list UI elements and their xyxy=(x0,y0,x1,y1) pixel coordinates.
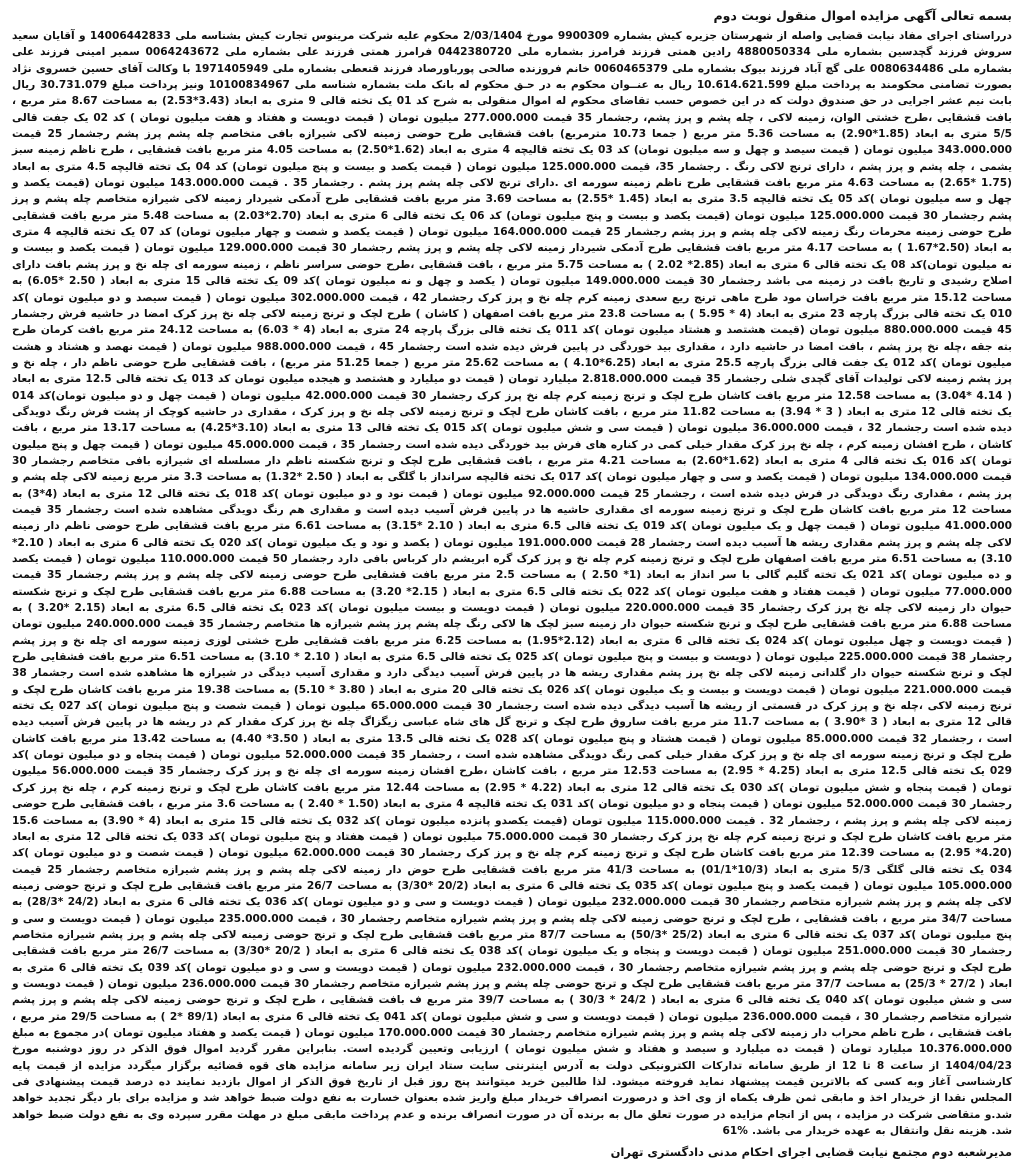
closing-percent: 61% xyxy=(722,1125,748,1138)
notice-paragraph: درراستای اجرای مفاد نیابت قضایی واصله از شهرستان جزیره کیش بشماره 9900309 مورخ 2/03/1404 محکوم علیه شرکت مرینوس تجارت کیش بشناسه ملی 14006442833 و آقایان سعید سروش فرزند گچدسین بشماره ملی 4880050334 رادین همتی فرزند فرامرز بشماره ملی 0442380720 فرامرز همتی فرزند علی بشماره ملی 0064243672 سمیر امینی فرزند علی بشماره ملی 0080634486 علی گچ آباد فرزند بیوک بشماره ملی 0060465379 خانم فروزنده صالحی پورباورصاد فرزند قنعطی بشماره ملی 1971405949 با وکالت آقای حسین خسروی نژاد بصورت تضامنی محکومند به پرداخت مبلغ 10.614.621.599 ریال به عنــوان محکوم به در حـق محکوم له بانک ملت بشماره شناسه ملی 10100834967 ونیز پرداخت مبلغ 30.731.079 ریال بابت نیم عشر اجرایی در حق صندوق دولت که در این خصوص حسب تقاضای محکوم له اموال منقولی به شرح کد 01 یک تخته قالی 9 متری به ابعاد (3.43*2.53) به مساحت 8.67 متر مربع ، بافت قشقایی ،طرح خشتی الوان، زمینه لاکی ، چله پشم و پرز پشم، رجشمار 35 قیمت 277.000.000 میلیون تومان ( قیمت دویست و هفتاد و هفت میلیون تومان ) کد 02 یک جفت قالی 5/5 متری به ابعاد (1.85*2.90) به مساحت 5.36 متر مربع ( جمعا 10.73 مترمربع) بافت قشقایی طرح حوضی زمینه لاکی شیرازه بافی متخاصم چله پشم پرز پشم رجشمار 25 قیمت 343.000.000 میلیون تومان ( قیمت سیصد و چهل و سه میلیون تومان) کد 03 یک تخته قالیچه 4 متری به ابعاد (1.62*2.50) به مساحت 4.05 متر مربع بافت قشقایی ، طرح ناظم زمینه سبز یشمی ، چله پشم و پرز پشم ، دارای ترنج لاکی رنگ . رجشمار 35، قیمت 125.000.000 میلیون تومان ( قیمت یکصد و بیست و پنج میلیون تومان) کد 04 یک تخته قالیچه 4.5 متری به ابعاد (1.75 *2.65) به مساحت 4.63 متر مربع بافت قشقایی طرح ناظم زمینه سورمه ای .دارای ترنج لاکی چله پشم پرز پشم . رجشمار 35 . قیمت 143.000.000 میلیون تومان (قیمت یکصد و چهل و سه میلیون تومان )کد 05 یک تخته قالیچه 3.5 متری به ابعاد (1.45 *2.55) به مساحت 3.69 متر مربع بافت قشقایی طرح آدمکی شیردار زمینه لاکی شیرازه متخاصم چله پشم و پرز پشم رجشمار 30 قیمت 125.000.000 میلیون تومان (قیمت یکصد و بیست و پنج میلیون تومان) کد 06 یک تخته قالی 6 متری به ابعاد (2.70*2.03) به مساحت 5.48 متر مربع بافت قشقایی طرح حوضی زمینه محرمات رنگ زمینه لاکی چله پشم و پرز پشم رجشمار 25 قیمت 164.000.000 میلیون تومان ( قیمت یکصد و شصت و چهار میلیون تومان) کد 07 یک تخته قالیچه 4 متری به ابعاد (2.50*1.67 ) به مساحت 4.17 متر مربع بافت قشقایی طرح آدمکی شیردار زمینه لاکی چله پشم و پرز پشم رجشمار 30 قیمت 129.000.000 میلیون تومان ( قیمت یکصد و بیست و نه میلیون تومان)کد 08 یک تخته قالی 6 متری به ابعاد (2.85* 2.02 ) به مساحت 5.75 متر مربع ، بافت قشقایی ،طرح حوضی سراسر ناظم ، زمینه سورمه ای چله نخ و پرز پشم بافت دارای اصلاح رشیدی و تاریخ بافت در زمینه می باشد رجشمار 30 قیمت 149.000.000 میلیون تومان ( یکصد و چهل و نه میلیون تومان )کد 09 یک تخته قالی 15 متری به ابعاد ( 2.50 *6.05) به مساحت 15.12 متر مربع بافت خراسان مود طرح ماهی ترنج ریع سعدی زمینه کرم چله نخ و پرز کرک رجشمار 42 ، قیمت 302.000.000 میلیون تومان ( قیمت سیصد و دو میلیون تومان )کد 010 یک تخته قالی بزرگ پارچه 23 متری به ابعاد (4 * 5.95 ) به مساحت 23.8 متر مربع بافت اصفهان ( کاشان ) طرح لچک و ترنج زمینه لاکی چله نخ پرز کرک امضا در حاشیه فرش رجشمار 45 قیمت 880.000.000 میلیون تومان (قیمت هشتصد و هشتاد میلیون تومان )کد 011 یک تخته قالی بزرگ پارچه 24 متری به ابعاد (4 * 6.03) به مساحت 24.12 متر مربع بافت کرمان طرح بته جقه ،چله نخ پرز پشم ، بافت امضا در حاشیه دارد ، مقداری بید خوردگی در پایین فرش دیده شده است رجشمار 45 ، قیمت 988.000.000 میلیون تومان ( قیمت نهصد و هشتاد و هشت میلیون تومان )کد 012 یک جفت قالی بزرگ پارچه 25.5 متری به ابعاد (6.25*4.10 ) به مساحت 25.62 متر مربع ( جمعا 51.25 متر مربع) ، بافت قشقایی طرح حوضی ناظم دار ، چله نخ و پرز پشم زمینه لاکی تولیدات آقای گچدی شلی رجشمار 35 قیمت 2.818.000.000 میلیارد تومان ( قیمت دو میلیارد و هشتصد و هیجده میلیون تومان کد 013 یک تخته قالی 12.5 متری به ابعاد ( 4.14 *3.04) به مساحت 12.58 متر مربع بافت کاشان طرح لچک و ترنج زمینه کرم چله نخ پرز کرک رجشمار 30 قیمت 42.000.000 میلیون تومان ( قیمت چهل و دو میلیون تومان)کد 014 یک تخته قالی 12 متری به ابعاد ( 3 * 3.94) به مساحت 11.82 متر مربع ، بافت کاشان طرح لچک و ترنج زمینه لاکی چله نخ و پرز کرک ، مقداری در حاشیه کوچک از پشت فرش رنگ دویدگی دیده شده است رجشمار 32 ، قیمت 36.000.000 میلیون تومان ( قیمت سی و شش میلیون تومان )کد 015 یک تخته قالی 13 متری به ابعاد (3.10*4.25) به مساحت 13.17 متر مربع ، بافت کاشان ، طرح افشان زمینه کرم ، چله نخ پرز کرک مقدار خیلی کمی در کناره های فرش بید خوردگی دیده شده است رجشمار 35 ، قیمت 45.000.000 میلیون تومان ( قیمت چهل و پنج میلیون تومان )کد 016 یک تخته قالی 4 متری به ابعاد (1.62*2.60) به مساحت 4.21 متر مربع ، بافت قشقایی طرح لچک و ترنج شکسته ناظم دار مسلسله ای شیرازه بافی متخاصم رجشمار 30 قیمت 134.000.000 میلیون تومان ( قیمت یکصد و سی و چهار میلیون تومان )کد 017 یک تخته قالیچه سرانداز با گلگی به ابعاد ( 2.50 *1.32) به مساحت 3.3 متر مربع زمینه لاکی چله پشم و پرز پشم ، مقداری رنگ دویدگی در فرش دیده شده است ، رجشمار 25 قیمت 92.000.000 میلیون تومان ( قیمت نود و دو میلیون تومان )کد 018 یک تخته قالی 12 متری به ابعاد (4*3) به مساحت 12 متر مربع بافت کاشان طرح لچک و ترنج زمینه سورمه ای مقداری حاشیه ها در پایین فرش آسیب دیده است و مقداری هم رنگ دویدگی مشاهده شده است رجشمار 35 قیمت 41.000.000 میلیون تومان ( قیمت چهل و یک میلیون تومان )کد 019 یک تخته قالی 6.5 متری به ابعاد ( 2.10 *3.15) به مساحت 6.61 متر مربع بافت قشقایی طرح حوضی ناظم دار زمینه لاکی چله پشم و پرز پشم مقداری ریشه ها آسیب دیده است رجشمار 28 قیمت 191.000.000 میلیون تومان ( یکصد و نود و یک میلیون تومان )کد 020 یک تخته قالی 6 متری به ابعاد ( 2.10* 3.10) به مساحت 6.51 متر مربع بافت اصفهان طرح لچک و ترنج زمینه کرم چله نخ و پرز کرک گره ابریشم دار کرباس بافی دارد رجشمار 50 قیمت 110.000.000 میلیون تومان ( قیمت یکصد و ده میلیون تومان )کد 021 یک تخته گلیم گالی با سر انداز به ابعاد (1* 2.50 ) به مساحت 2.5 متر مربع بافت قشقایی طرح حوضی زمینه لاکی چله پشم و پرز پشم رجشمار 35 قیمت 77.000.000 میلیون تومان ( قیمت هفتاد و هفت میلیون تومان )کد 022 یک تخته قالی 6.5 متری به ابعاد ( 2.15* 3.20) به مساحت 6.88 متر مربع بافت قشقایی طرح لچک و ترنج شکسته حیوان دار زمینه لاکی چله نخ پرز کرک رجشمار 35 قیمت 220.000.000 میلیون تومان ( قیمت دویست و بیست میلیون تومان )کد 023 یک تخته قالی 6.5 متری به ابعاد (2.15 *3.20 ) به مساحت 6.88 متر مربع بافت قشقایی طرح لچک و ترنج شکسته حیوان دار زمینه سبز لچک ها لاکی رنگ چله پشم پرز پشم شیرازه ها متخاصم رجشمار 35 قیمت 240.000.000 میلیون تومان ( قیمت دویست و چهل میلیون تومان )کد 024 یک تخته قالی 6 متری به ابعاد (2.12*1.95) به مساحت 6.25 متر مربع بافت قشقایی طرح خشتی لوزی زمینه سورمه ای چله نخ و پرز پشم رجشمار 38 قیمت 225.000.000 میلیون تومان ( دویست و بیست و پنج میلیون تومان )کد 025 یک تخته قالی 6.5 متری به ابعاد ( 2.10 * 3.10) به مساحت 6.51 متر مربع بافت قشقایی طرح لچک و ترنج شکسته حیوان دار گلدانی زمینه لاکی چله نخ پرز پشم مقداری ریشه ها در پایین فرش آسیب دیدگی دارد و مقداری آسیب دیدگی در شیرازه ها مشاهده شده است رجشمار 38 قیمت 221.000.000 میلیون تومان ( قیمت دویست و بیست و یک میلیون تومان )کد 026 یک تخته قالی 20 متری به ابعاد ( 3.80 * 5.10) به مساحت 19.38 متر مربع بافت کاشان طرح لچک و ترنج زمینه لاکی ،چله نخ و پرز کرک در قسمتی از ریشه ها آسیب دیدگی دیده شده است رجشمار 30 قیمت 65.000.000 میلیون تومان ( قیمت شصت و پنج میلیون تومان )کد 027 یک تخته قالی 12 متری به ابعاد ( 3 *3.90 ) به مساحت 11.7 متر مربع بافت ساروق طرح لچک و ترنج گل های شاه عباسی زیگزاگ چله نخ پرز کرک مقدار کم در ریشه ها در پایین فرش آسیب دیده است ، رجشمار 32 قیمت 85.000.000 میلیون تومان ( قیمت هشتاد و پنج میلیون تومان )کد 028 یک تخته قالی 13.5 متری به ابعاد ( 3.50* 4.40) به مساحت 13.42 متر مربع بافت کاشان طرح لچک و ترنج زمینه سورمه ای چله نخ و پرز کرک مقدار خیلی کمی رنگ دویدگی مشاهده شده است ، رجشمار 35 قیمت 52.000.000 میلیون تومان ( قیمت پنجاه و دو میلیون تومان )کد 029 یک تخته قالی 12.5 متری به ابعاد (4.25 * 2.95) به مساحت 12.53 متر مربع ، بافت کاشان ،طرح افشان زمینه سورمه ای چله نخ و پرز کرک رجشمار 35 قیمت 56.000.000 میلیون تومان ( قیمت پنجاه و شش میلیون تومان )کد 030 یک تخته قالی 12 متری به ابعاد (4.22 * 2.95) به مساحت 12.44 متر مربع بافت کاشان طرح لچک و ترنج زمینه کرم ، چله نخ پرز کرک رجشمار 30 قیمت 52.000.000 میلیون تومان ( قیمت پنجاه و دو میلیون تومان )کد 031 یک تخته قالیچه 4 متری به ابعاد (1.50 * 2.40 ) به مساحت 3.6 متر مربع ، بافت قشقایی طرح حوضی زمینه لاکی چله پشم و پرز پشم ، رجشمار 32 . قیمت 115.000.000 میلیون تومان (قیمت یکصدو پانزده میلیون تومان )کد 032 یک تخته قالی 15 متری به ابعاد (4 * 3.90) به مساحت 15.6 متر مربع بافت کاشان طرح لچک و ترنج زمینه کرم چله نخ پرز کرک رجشمار 30 قیمت 75.000.000 میلیون تومان ( قیمت هفتاد و پنج میلیون تومان )کد 033 یک تخته قالی 12 متری به ابعاد (4.20* 2.95) به مساحت 12.39 متر مربع بافت کاشان طرح لچک و ترنج زمینه کرم چله نخ و پرز کرک رجشمار 30 قیمت 62.000.000 میلیون تومان ( قیمت شصت و دو میلیون تومان )کد 034 یک تخته قالی گلگی 5/3 متری به ابعاد (10/3*01/1) به مساحت 41/3 متر مربع بافت قشقایی طرح حوض دار زمینه لاکی چله پشم و پرز پشم شیرازه متخاصم رجشمار 25 قیمت 105.000.000 میلیون تومان ( قیمت یکصد و پنج میلیون تومان )کد 035 یک تخته قالی 6 متری به ابعاد (20/2 *3/30) به مساحت 26/7 متر مربع بافت قشقایی طرح لچک و ترنج حوضی زمینه لاکی چله پشم و پرز پشم شیرازه متخاصم رجشمار 30 قیمت 232.000.000 میلیون تومان ( قیمت دویست و سی و دو میلیون تومان )کد 036 یک تخته قالی 6 متری به ابعاد (24/2 *28/3) به مساحت 34/7 متر مربع ، بافت قشقایی ، طرح لچک و ترنج حوضی زمینه لاکی چله پشم و پرز پشم شیرازه متخاصم رجشمار 30 ، قیمت 235.000.000 میلیون تومان ( قیمت دویست و سی و پنج میلیون تومان )کد 037 یک تخته قالی 6 متری به ابعاد (25/2 *50/3) به مساحت 87/7 متر مربع بافت قشقایی طرح لچک و ترنج حوضی زمینه لاکی چله پشم و پرز پشم شیرازه متخاصم رجشمار 30 قیمت 251.000.000 میلیون تومان ( قیمت دویست و پنجاه و یک میلیون تومان )کد 038 یک تخته قالی 6 متری به ابعاد ( 20/2 *3/30) به مساحت 26/7 متر مربع بافت قشقایی طرح لچک و ترنج حوضی چله پشم و پرز پشم شیرازه متخاصم رجشمار 30 ، قیمت 232.000.000 میلیون تومان ( قیمت دویست و سی و دو میلیون تومان )کد 039 یک تخته قالی 6 متری به ابعاد ( 27/2 * 25/3) به مساحت 37/7 متر مربع بافت قشقایی طرح لچک و ترنج حوضی چله پشم و پرز پشم شیرازه متخاصم رجشمار 30 قیمت 236.000.000 میلیون تومان ( قیمت دویست و سی و شش میلیون تومان )کد 040 یک تخته قالی 6 متری به ابعاد ( 24/2 * 30/3 ) به مساحت 39/7 متر مربع ف بافت قشقایی ، طرح لچک و ترنج حوضی زمینه لاکی چله پشم و پرز پشم شیرازه متخاصم رجشمار 30 ، قیمت 236.000.000 میلیون تومان ( قیمت دویست و سی و شش میلیون تومان )کد 041 یک تخته قالی 6 متری به ابعاد (89/1 *2 ) به مساحت 29/5 متر مربع ، بافت قشقایی ، طرح ناظم محراب دار زمینه لاکی چله پشم و پرز پشم شیرازه متخاصم رجشمار 30 قیمت 170.000.000 میلیون تومان ( قیمت یکصد و هفتاد میلیون تومان )در مجموع به مبلغ 10.376.000.000 میلیارد تومان ( قیمت ده میلیارد و سیصد و هفتاد و شش میلیون تومان ) ارزیابی وتعیین گردیده است. بنابراین مقرر گردید اموال فوق الذکر در روز دوشنبه مورخ 1404/04/23 از ساعت 8 تا 12 از طریق سامانه تدارکات الکترونیکی دولت به آدرس اینترنتی سایت ستاد ایران زیر سامانه مزایده های قوه قضائیه برگزار میگردد مزایده از قیمت پایه کارشناسی آغاز وبه کسی که بالاترین قیمت پیشنهاد نماید فروخته میشود. لذا طالبین خرید میتوانند پنج روز قبل از تاریخ فوق الذکر از اموال بازدید نمایند ده درصد قیمت پیشنهادی فی المجلس نقدا از خریدار اخذ و مابقی ثمن ظرف یکماه از وی اخذ و درصورت انصراف خریدار مبلغ واریز شده بعنوان خسارت به نفع دولت ضبط خواهد شد و مزایده برای بار دیگر تجدید خواهد شد.و متقاضی شرکت در مزایده ، پس از انجام مزایده در صورت تعلق مال به برنده آن در صورت انصراف برنده و عدم پرداخت مابقی مبلغ در مهلت مقرر سپرده وی به نفع دولت ضبط خواهد شد. هزینه نقل وانتقال به عهده خریدار می باشد. xyxy=(12,30,1013,1138)
notice-signature: مدیرشعبه دوم مجتمع نیابت قضایی اجرای احکام مدنی دادگستری تهران xyxy=(610,1145,1012,1160)
notice-title: بسمه تعالی آگهی مزایده اموال منقول نوبت دوم xyxy=(713,8,1012,23)
notice-body xyxy=(12,28,1012,1139)
